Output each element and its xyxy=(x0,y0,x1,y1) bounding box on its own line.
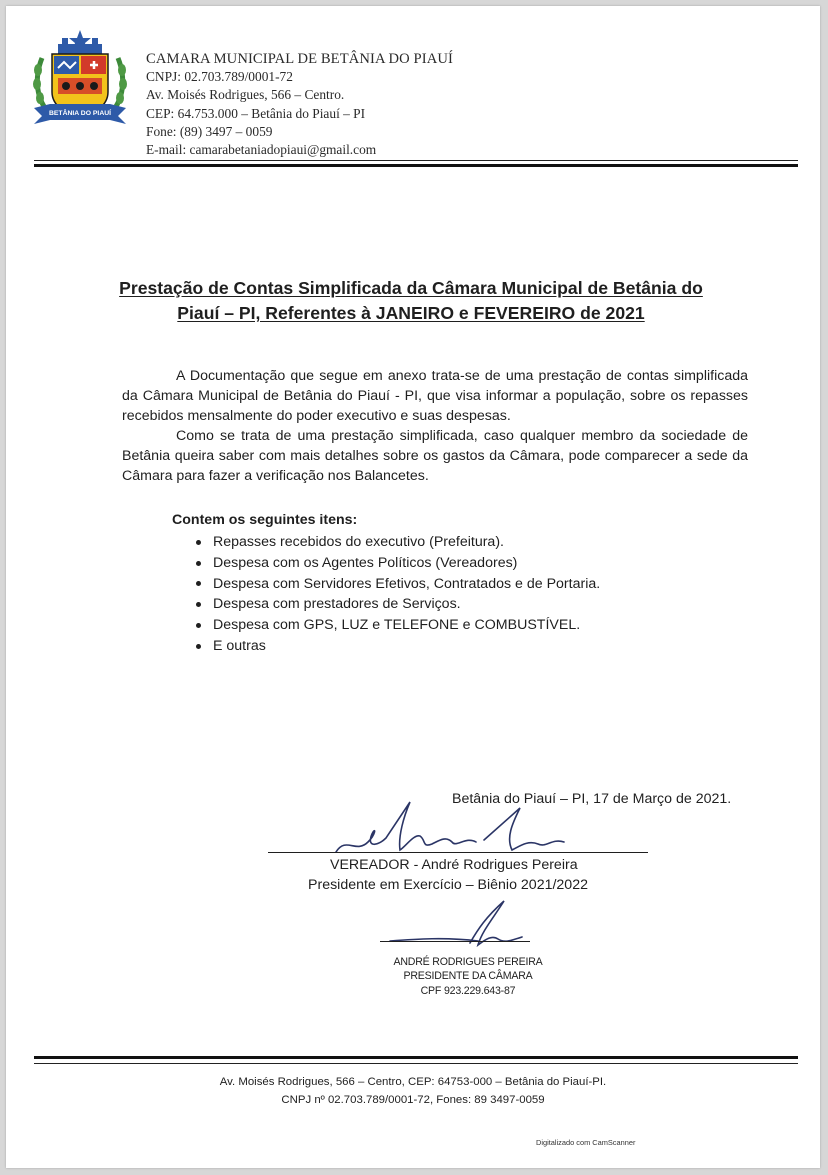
header-divider-thin xyxy=(34,160,798,161)
letterhead-cep: CEP: 64.753.000 – Betânia do Piauí – PI xyxy=(146,105,366,121)
footer-divider-thin xyxy=(34,1063,798,1064)
list-item: Repasses recebidos do executivo (Prefeitura). xyxy=(196,532,600,553)
svg-text:BETÂNIA DO PIAUÍ: BETÂNIA DO PIAUÍ xyxy=(48,110,112,117)
footer-divider-thick xyxy=(34,1056,798,1059)
bullet-icon xyxy=(196,602,201,607)
bullet-icon xyxy=(196,623,201,628)
document-title xyxy=(66,276,756,326)
signatory-role: Presidente em Exercício – Biênio 2021/2022 xyxy=(308,877,588,893)
stamp-cpf: CPF 923.229.643-87 xyxy=(420,985,516,997)
bullet-icon xyxy=(196,581,201,586)
letterhead-address: Av. Moisés Rodrigues, 566 – Centro. xyxy=(146,87,345,103)
title-line-2: Piauí – PI, Referentes à JANEIRO e FEVEREIRO de 2021 xyxy=(177,303,645,323)
scanner-watermark: Digitalizado com CamScanner xyxy=(536,1138,636,1147)
title-line-1: Prestação de Contas Simplificada da Câmara Municipal de Betânia do xyxy=(119,278,703,298)
footer-contact: CNPJ nº 02.703.789/0001-72, Fones: 89 3497-0059 xyxy=(281,1094,545,1106)
signature-date: Betânia do Piauí – PI, 17 de Março de 2021. xyxy=(452,791,732,807)
header-divider-thick xyxy=(34,164,798,167)
bullet-icon xyxy=(196,540,201,545)
items-heading: Contem os seguintes itens: xyxy=(172,512,358,528)
list-item: Despesa com prestadores de Serviços. xyxy=(196,594,600,615)
stamp-name: ANDRÉ RODRIGUES PEREIRA xyxy=(393,956,543,968)
letterhead-cnpj: CNPJ: 02.703.789/0001-72 xyxy=(146,69,293,85)
bullet-icon xyxy=(196,561,201,566)
signatory-name: VEREADOR - André Rodrigues Pereira xyxy=(330,857,578,873)
handwritten-signature-president xyxy=(306,796,606,866)
document-page xyxy=(6,6,820,1168)
letterhead-email: E-mail: camarabetaniadopiaui@gmail.com xyxy=(146,142,377,158)
list-item: Despesa com Servidores Efetivos, Contratados e de Portaria. xyxy=(196,574,600,595)
list-item: Despesa com os Agentes Políticos (Vereadores) xyxy=(196,553,600,574)
items-list xyxy=(196,532,600,657)
stamp-role: PRESIDENTE DA CÂMARA xyxy=(403,970,533,982)
institution-name: CAMARA MUNICIPAL DE BETÂNIA DO PIAUÍ xyxy=(146,51,453,67)
letterhead-phone: Fone: (89) 3497 – 0059 xyxy=(146,123,273,139)
paragraph-intro: A Documentação que segue em anexo trata-se de uma prestação de contas simplificada da Câmara Municipal de Betânia do Piauí - PI, que visa informar a população, sobre os repasses recebidos mensalmente do poder executivo e suas despesas. xyxy=(122,368,748,424)
municipal-coat-of-arms-logo xyxy=(28,28,132,132)
signature-line xyxy=(268,852,648,853)
stamp-line xyxy=(380,941,530,942)
paragraph-details: Como se trata de uma prestação simplificada, caso qualquer membro da sociedade de Betânia queira saber com mais detalhes sobre os gastos da Câmara, pode comparecer a sede da Câmara para fazer a verificação nos Balancetes. xyxy=(122,428,748,484)
letterhead-text xyxy=(146,50,453,159)
list-item: Despesa com GPS, LUZ e TELEFONE e COMBUSTÍVEL. xyxy=(196,615,600,636)
footer-address: Av. Moisés Rodrigues, 566 – Centro, CEP: 64753-000 – Betânia do Piauí-PI. xyxy=(219,1076,607,1088)
list-item: E outras xyxy=(196,636,600,657)
bullet-icon xyxy=(196,644,201,649)
